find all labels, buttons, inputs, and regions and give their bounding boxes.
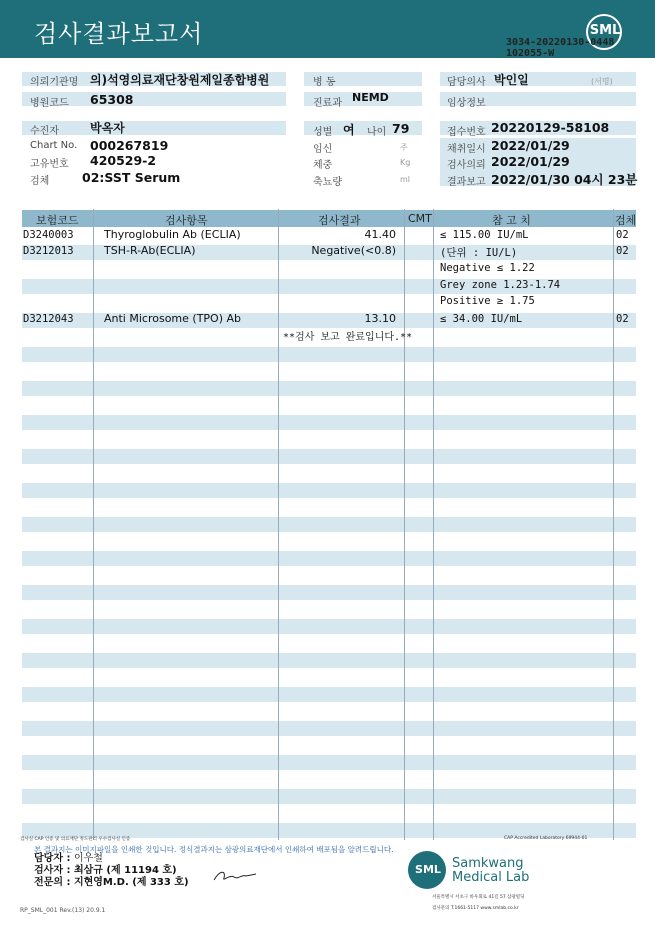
doctor-label: 담당의사	[447, 77, 486, 88]
row6-item: Anti Microsome (TPO) Ab	[104, 312, 242, 325]
footer-notice: 본 결과지는 이미지파일을 인쇄한 것입니다. 정식결과지는 삼광의료재단에서 인쇄하여 배포됨을 알려드립니다.	[34, 845, 394, 854]
table-stripe	[22, 687, 636, 702]
collect-date: 2022/01/29	[491, 138, 570, 153]
table-stripe	[22, 619, 636, 634]
request-date: 2022/01/29	[491, 154, 570, 169]
form-number: RP_SML_001 Rev.(13) 20.9.1	[20, 907, 106, 914]
table-stripe	[22, 449, 636, 464]
clinical-label: 임상정보	[447, 98, 486, 109]
receipt-label: 접수번호	[447, 127, 486, 138]
sml-logo-text: SML	[589, 23, 621, 38]
signature-icon	[212, 868, 260, 884]
pregnancy-label: 임신	[313, 144, 333, 155]
cap-note: CAP Accredited Laboratory 69944-01	[504, 836, 588, 841]
table-stripe	[22, 721, 636, 736]
lab-address: 서울특별시 서초구 바우뫼로 41길 57 삼광빌딩	[432, 895, 525, 900]
header-item: 검사항목	[165, 214, 208, 227]
urine-label: 축뇨량	[313, 177, 342, 188]
row1-specimen: 02	[616, 229, 629, 241]
row2-item: TSH-R-Ab(ECLIA)	[104, 244, 196, 257]
hospital-label: 의뢰기관명	[30, 77, 79, 88]
sex-label: 성별	[313, 127, 333, 138]
table-stripe	[22, 347, 636, 362]
row1-reference: ≤ 115.00 IU/mL	[440, 229, 529, 241]
weight-label: 체중	[313, 160, 333, 171]
row2-code: D3212013	[23, 245, 74, 257]
table-stripe	[22, 789, 636, 804]
row1-code: D3240003	[23, 229, 74, 241]
hospital-code-label: 병원코드	[30, 98, 69, 109]
table-stripe	[22, 551, 636, 566]
table-stripe	[22, 381, 636, 396]
row4-reference: Grey zone 1.23-1.74	[440, 279, 561, 291]
weight-unit: Kg	[400, 158, 411, 167]
result-label: 결과보고	[447, 177, 486, 188]
unique-label: 고유번호	[30, 159, 69, 170]
age-label: 나이	[367, 127, 387, 138]
row5-reference: Positive ≥ 1.75	[440, 295, 535, 307]
sex-value: 여	[343, 123, 355, 137]
result-date: 2022/01/30 04시 23분	[491, 172, 638, 187]
chart-no: 000267819	[90, 138, 169, 153]
chart-label: Chart No.	[30, 140, 78, 151]
patient-name: 박옥자	[90, 121, 125, 135]
report-title: 검사결과보고서	[34, 20, 204, 48]
doctor-sign-note: (서명)	[591, 77, 613, 86]
ward-label: 병 동	[313, 77, 336, 88]
doctor-name: 박인일	[494, 73, 529, 87]
row6-specimen: 02	[616, 313, 629, 325]
hospital-name: 의)석영의료재단창원제일종합병원	[90, 73, 270, 87]
footer-fine-print: 검사실 CAP 인증 및 의료재단 정도관리 우수검사실 인증	[20, 837, 131, 842]
header-specimen: 검체	[615, 214, 637, 227]
row1-item: Thyroglobulin Ab (ECLIA)	[104, 228, 241, 241]
specimen-value: 02:SST Serum	[82, 170, 181, 185]
patient-name-label: 수진자	[30, 126, 59, 137]
header-result: 검사결과	[318, 214, 361, 227]
samkwang-logo-text: SML	[415, 863, 441, 876]
specimen-label: 검체	[30, 176, 50, 187]
row2-specimen: 02	[616, 245, 629, 257]
row2-reference: (단위 : IU/L)	[440, 247, 518, 259]
staff-block: 담당자 : 이우철 검사자 : 최삼규 (제 11194 호) 전문의 : 지현영M.D. (제 333 호)	[34, 853, 189, 888]
table-stripe	[22, 755, 636, 770]
header-code: 보험코드	[36, 214, 79, 227]
header-reference: 참 고 치	[492, 214, 531, 227]
table-stripe	[22, 415, 636, 430]
row2-result: Negative(<0.8)	[311, 244, 396, 257]
unique-no: 420529-2	[90, 153, 157, 168]
row6-code: D3212043	[23, 313, 74, 325]
age-value: 79	[392, 121, 410, 136]
row3-reference: Negative ≤ 1.22	[440, 262, 535, 274]
table-stripe	[22, 585, 636, 600]
receipt-no: 20220129-58108	[491, 120, 610, 135]
report-complete-note: **검사 보고 완료입니다.**	[283, 332, 413, 343]
hospital-code: 65308	[90, 92, 134, 107]
report-number: 3034-20220130-0448 102055-W	[506, 37, 615, 59]
collect-label: 채취일시	[447, 144, 486, 155]
dept-label: 진료과	[313, 98, 342, 109]
table-stripe	[22, 517, 636, 532]
urine-unit: ml	[400, 175, 411, 184]
lab-name: Samkwang Medical Lab	[452, 856, 530, 885]
lab-contact: 검사문의 T.1661-5117 www.smlab.co.kr	[432, 906, 519, 911]
table-stripe	[22, 483, 636, 498]
table-stripe	[22, 653, 636, 668]
dept-value: NEMD	[352, 91, 389, 104]
request-label: 검사의뢰	[447, 160, 486, 171]
header-cmt: CMT	[408, 212, 432, 225]
row6-result: 13.10	[364, 312, 396, 325]
row6-reference: ≤ 34.00 IU/mL	[440, 313, 523, 325]
pregnancy-unit: 주	[400, 143, 408, 152]
row1-result: 41.40	[364, 228, 396, 241]
